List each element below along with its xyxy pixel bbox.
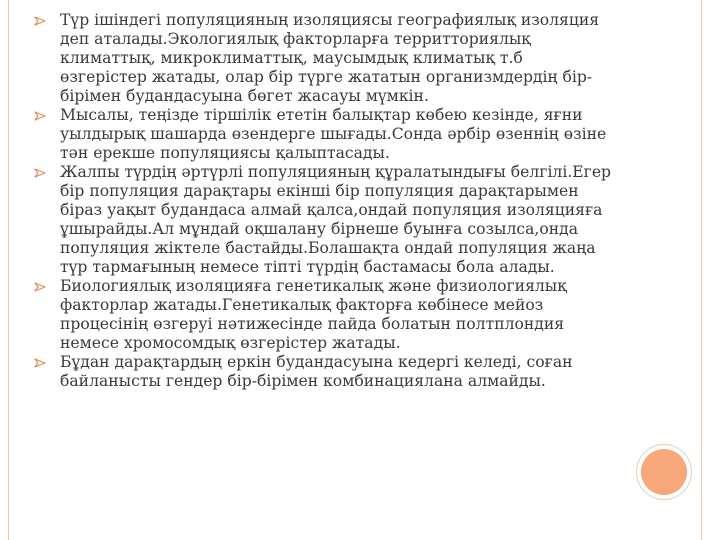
- paragraph-text: Бұдан дарақтардың еркін будандасуына кедергі келеді, соған байланысты гендер бір-бірімен комбинациялана алмайды.: [60, 353, 573, 390]
- list-item: [34, 163, 614, 277]
- bullet-arrow-icon: [34, 168, 46, 178]
- bullet-arrow-icon: [34, 282, 46, 292]
- paragraph-text: Мысалы, теңізде тіршілік ететін балықтар көбею кезінде, яғни уылдырық шашарда өзендерге шығады.Сонда әрбір өзеннің өзіне тән ерекше популяциясы қалыптасады.: [60, 106, 607, 162]
- slide-content: [34, 11, 614, 391]
- paragraph-text: Түр ішіндегі популяцияның изоляциясы географиялық изоляция деп аталады.Экологиялық факторларға территториялық климаттық, микроклиматтық, маусымдық климатық т.б өзгерістер жатады, олар бір түрге жататын организмдердің бір-бірімен будандасуына бөгет жасауы мүмкін.: [60, 11, 600, 105]
- bullet-arrow-icon: [34, 111, 46, 121]
- bullet-arrow-icon: [34, 16, 46, 26]
- list-item: [34, 11, 614, 106]
- bullet-list: [34, 11, 614, 391]
- bullet-arrow-icon: [34, 358, 46, 368]
- list-item: [34, 106, 614, 163]
- paragraph-text: Биологиялық изоляцияға генетикалық және физиологиялық факторлар жатады.Генетикалық факторға көбінесе мейоз процесінің өзгеруі нәтижесінде пайда болатын полтплондия немесе хромосомдық өзгерістер жатады.: [60, 277, 567, 352]
- decorative-circle: [641, 449, 687, 495]
- list-item: [34, 353, 614, 391]
- list-item: [34, 277, 614, 353]
- paragraph-text: Жалпы түрдің әртүрлі популяцияның құралатындығы белгілі.Егер бір популяция дарақтары екінші бір популяция дарақтарымен біраз уақыт будандаса алмай қалса,ондай популяция изоляцияға ұшырайды.Ал мұндай оқшалану бірнеше буынға созылса,онда популяция жіктеле бастайды.Болашақта ондай популяция жаңа түр тармағының немесе тіпті түрдің бастамасы бола алады.: [60, 163, 612, 276]
